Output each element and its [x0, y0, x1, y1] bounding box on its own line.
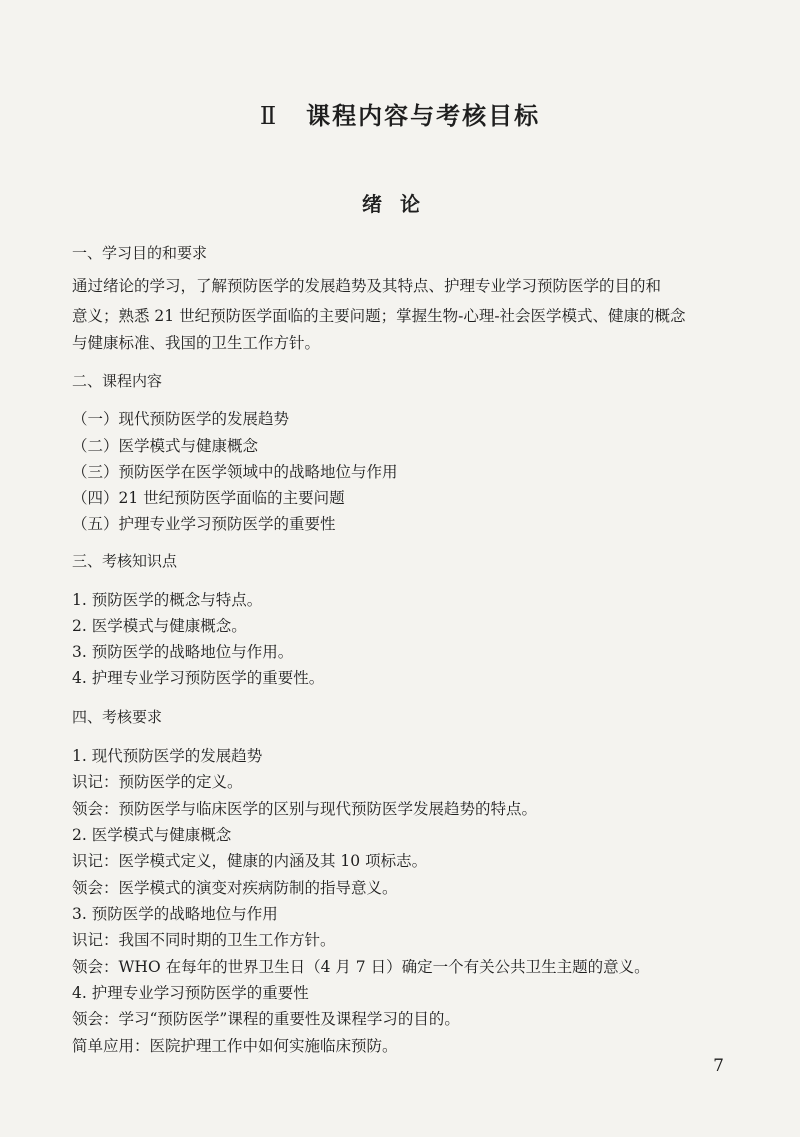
section-heading-2: 二、课程内容 [72, 372, 163, 390]
list-item: （五）护理专业学习预防医学的重要性 [72, 515, 336, 533]
requirement-line: 领会：预防医学与临床医学的区别与现代预防医学发展趋势的特点。 [72, 800, 538, 818]
paragraph-line: 通过绪论的学习，了解预防医学的发展趋势及其特点、护理专业学习预防医学的目的和 [72, 277, 662, 295]
requirement-line: 领会：医学模式的演变对疾病防制的指导意义。 [72, 879, 398, 897]
list-item: 4. 护理专业学习预防医学的重要性。 [72, 669, 325, 687]
requirement-subheading: 2. 医学模式与健康概念 [72, 826, 232, 844]
list-item: （三）预防医学在医学领域中的战略地位与作用 [72, 463, 398, 481]
section-heading-1: 一、学习目的和要求 [72, 244, 208, 262]
section-heading-4: 四、考核要求 [72, 708, 163, 726]
requirement-subheading: 4. 护理专业学习预防医学的重要性 [72, 984, 309, 1002]
paragraph-line: 意义；熟悉 21 世纪预防医学面临的主要问题；掌握生物-心理-社会医学模式、健康的概念 [72, 307, 686, 325]
list-item: 1. 预防医学的概念与特点。 [72, 591, 263, 609]
part-title [0, 96, 800, 131]
page-number: 7 [713, 1056, 724, 1076]
requirement-line: 识记：我国不同时期的卫生工作方针。 [72, 931, 336, 949]
paragraph-line: 与健康标准、我国的卫生工作方针。 [72, 334, 321, 352]
list-item: 3. 预防医学的战略地位与作用。 [72, 643, 294, 661]
chapter-title: 绪论 [362, 192, 438, 216]
list-item: 2. 医学模式与健康概念。 [72, 617, 247, 635]
requirement-line: 领会：WHO 在每年的世界卫生日（4 月 7 日）确定一个有关公共卫生主题的意义。 [72, 958, 650, 976]
list-item: （四）21 世纪预防医学面临的主要问题 [72, 489, 345, 507]
requirement-line: 简单应用：医院护理工作中如何实施临床预防。 [72, 1037, 398, 1055]
part-roman-numeral: Ⅱ [259, 102, 279, 130]
requirement-subheading: 1. 现代预防医学的发展趋势 [72, 747, 263, 765]
requirement-line: 识记：预防医学的定义。 [72, 773, 243, 791]
part-title-text: 课程内容与考核目标 [306, 102, 541, 130]
list-item: （二）医学模式与健康概念 [72, 437, 259, 455]
requirement-line: 领会：学习“预防医学”课程的重要性及课程学习的目的。 [72, 1010, 460, 1028]
list-item: （一）现代预防医学的发展趋势 [72, 410, 290, 428]
requirement-subheading: 3. 预防医学的战略地位与作用 [72, 905, 278, 923]
requirement-line: 识记：医学模式定义，健康的内涵及其 10 项标志。 [72, 852, 428, 870]
section-heading-3: 三、考核知识点 [72, 552, 178, 570]
